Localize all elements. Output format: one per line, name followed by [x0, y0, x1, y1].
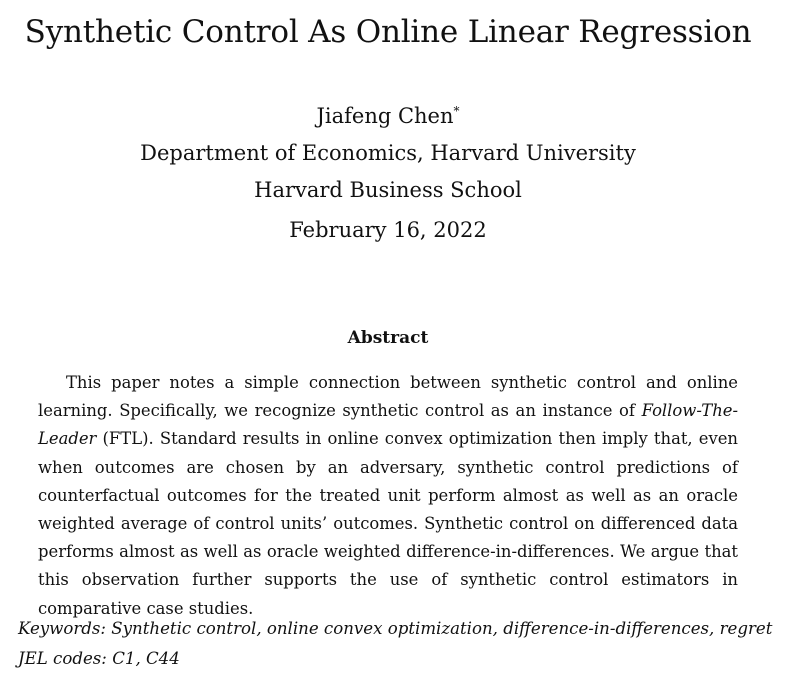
author-block — [0, 93, 776, 209]
author-line — [0, 93, 776, 135]
abstract-heading: Abstract — [347, 328, 429, 348]
jel-text: C1, C44 — [112, 649, 180, 668]
affiliation-department: Department of Economics, Harvard University — [140, 141, 636, 165]
paper-date: February 16, 2022 — [289, 218, 487, 242]
abstract-text-part-2: (FTL). Standard results in online convex optimization then imply that, even when outcomes are chosen by an adversary, synthetic control predictions of counterfactual outcomes for the treated unit perform almost as well as an oracle weighted average of control units’ outcomes. Synthetic control on differenced data performs almost as well as oracle weighted difference-in-differences. We argue that this observation further supports the use of synthetic control estimators in comparative case studies. — [38, 429, 738, 618]
keywords-text: Synthetic control, online convex optimization, difference-in-differences, regret — [111, 619, 773, 638]
paper-title: Synthetic Control As Online Linear Regression — [24, 14, 752, 50]
author-footnote-mark: * — [453, 104, 460, 118]
abstract-text-part-1: This paper notes a simple connection between synthetic control and online learning. Specifically, we recognize synthetic control as an instance of — [38, 373, 738, 421]
jel-label: JEL codes: — [18, 649, 107, 668]
abstract-body — [38, 369, 738, 623]
affiliation-school: Harvard Business School — [254, 178, 522, 202]
keywords-line — [18, 619, 798, 638]
abstract-emphasis: Follow-The-Leader — [38, 401, 738, 449]
author-name: Jiafeng Chen — [316, 104, 454, 128]
keywords-label: Keywords: — [18, 619, 107, 638]
jel-codes-line — [18, 649, 798, 668]
